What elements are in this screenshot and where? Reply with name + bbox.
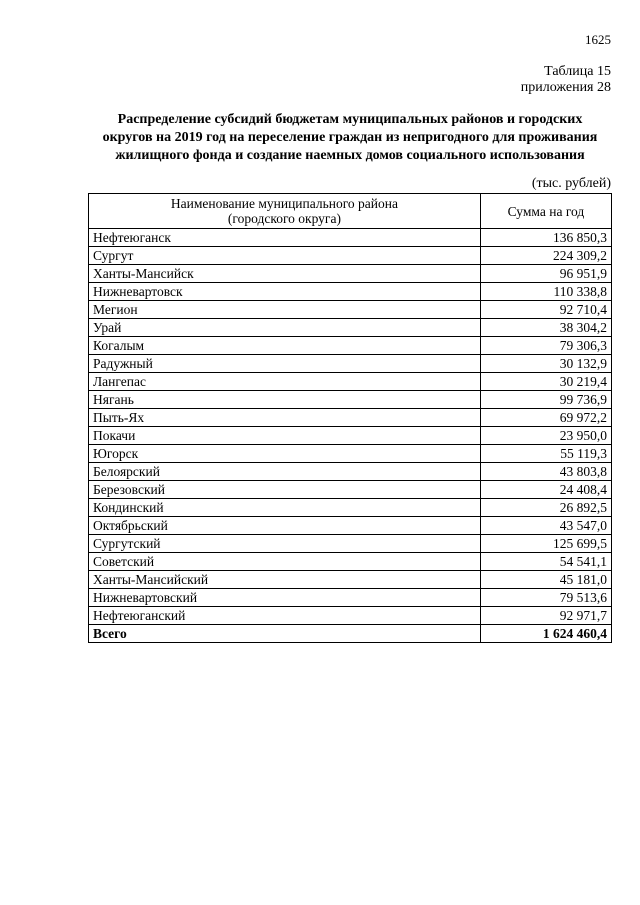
table-row	[89, 355, 612, 373]
table-row	[89, 337, 612, 355]
header-municipality-line-1: Наименование муниципального района	[170, 196, 398, 211]
municipality-name-cell: Березовский	[89, 481, 481, 499]
annual-sum-cell: 92 710,4	[480, 301, 611, 319]
municipality-name-cell: Ханты-Мансийский	[89, 571, 481, 589]
municipality-name-cell: Сургутский	[89, 535, 481, 553]
annual-sum-cell: 38 304,2	[480, 319, 611, 337]
table-row	[89, 463, 612, 481]
annual-sum-cell: 24 408,4	[480, 481, 611, 499]
annual-sum-cell: 224 309,2	[480, 247, 611, 265]
municipality-name-cell: Белоярский	[89, 463, 481, 481]
table-caption-line-1: Таблица 15	[544, 64, 611, 79]
municipality-name-cell: Кондинский	[89, 499, 481, 517]
municipality-name-cell: Советский	[89, 553, 481, 571]
document-title-line-2: округов на 2019 год на переселение граждан из непригодного для проживания	[102, 130, 598, 145]
annual-sum-cell: 55 119,3	[480, 445, 611, 463]
table-row	[89, 265, 612, 283]
annual-sum-cell: 30 219,4	[480, 373, 611, 391]
table-body	[89, 229, 612, 643]
annual-sum-cell: 92 971,7	[480, 607, 611, 625]
municipality-name-cell: Нефтеюганский	[89, 607, 481, 625]
table-row	[89, 553, 612, 571]
table-row	[89, 445, 612, 463]
annual-sum-cell: 30 132,9	[480, 355, 611, 373]
total-sum-cell: 1 624 460,4	[480, 625, 611, 643]
municipality-name-cell: Пыть-Ях	[89, 409, 481, 427]
table-row	[89, 283, 612, 301]
municipality-name-cell: Югорск	[89, 445, 481, 463]
table-row	[89, 607, 612, 625]
annual-sum-cell: 79 306,3	[480, 337, 611, 355]
table-row	[89, 409, 612, 427]
annual-sum-cell: 110 338,8	[480, 283, 611, 301]
municipality-name-cell: Лангепас	[89, 373, 481, 391]
total-label-cell: Всего	[89, 625, 481, 643]
table-row	[89, 589, 612, 607]
table-row	[89, 427, 612, 445]
municipality-name-cell: Октябрьский	[89, 517, 481, 535]
annual-sum-cell: 54 541,1	[480, 553, 611, 571]
annual-sum-cell: 99 736,9	[480, 391, 611, 409]
annual-sum-cell: 79 513,6	[480, 589, 611, 607]
table-row	[89, 229, 612, 247]
annual-sum-cell: 125 699,5	[480, 535, 611, 553]
municipality-name-cell: Сургут	[89, 247, 481, 265]
municipality-name-cell: Нефтеюганск	[89, 229, 481, 247]
table-caption-line-2: приложения 28	[520, 80, 611, 95]
table-row	[89, 391, 612, 409]
annual-sum-cell: 43 547,0	[480, 517, 611, 535]
header-municipality	[89, 194, 481, 229]
header-annual-sum: Сумма на год	[480, 194, 611, 229]
table-row	[89, 499, 612, 517]
table-row	[89, 571, 612, 589]
table-row	[89, 481, 612, 499]
document-title-line-3: жилищного фонда и создание наемных домов социального использования	[115, 148, 585, 163]
table-caption	[521, 64, 611, 96]
total-row	[89, 625, 612, 643]
municipality-name-cell: Нижневартовский	[89, 589, 481, 607]
municipality-name-cell: Радужный	[89, 355, 481, 373]
table-row	[89, 247, 612, 265]
annual-sum-cell: 45 181,0	[480, 571, 611, 589]
annual-sum-cell: 43 803,8	[480, 463, 611, 481]
table-row	[89, 301, 612, 319]
municipality-name-cell: Ханты-Мансийск	[89, 265, 481, 283]
annual-sum-cell: 96 951,9	[480, 265, 611, 283]
annual-sum-cell: 69 972,2	[480, 409, 611, 427]
annual-sum-cell: 23 950,0	[480, 427, 611, 445]
annual-sum-cell: 26 892,5	[480, 499, 611, 517]
table-row	[89, 373, 612, 391]
municipality-name-cell: Нягань	[89, 391, 481, 409]
table-row	[89, 517, 612, 535]
document-title	[88, 111, 612, 165]
annual-sum-cell: 136 850,3	[480, 229, 611, 247]
header-municipality-line-2: (городского округа)	[227, 211, 341, 226]
page-number: 1625	[585, 32, 611, 47]
table-row	[89, 535, 612, 553]
municipality-name-cell: Покачи	[89, 427, 481, 445]
municipality-name-cell: Урай	[89, 319, 481, 337]
municipality-name-cell: Мегион	[89, 301, 481, 319]
municipality-name-cell: Когалым	[89, 337, 481, 355]
units-label: (тыс. рублей)	[531, 176, 611, 191]
document-title-line-1: Распределение субсидий бюджетам муниципальных районов и городских	[117, 112, 583, 127]
table-header-row	[89, 194, 612, 229]
municipality-name-cell: Нижневартовск	[89, 283, 481, 301]
subsidy-table	[88, 193, 612, 643]
table-row	[89, 319, 612, 337]
